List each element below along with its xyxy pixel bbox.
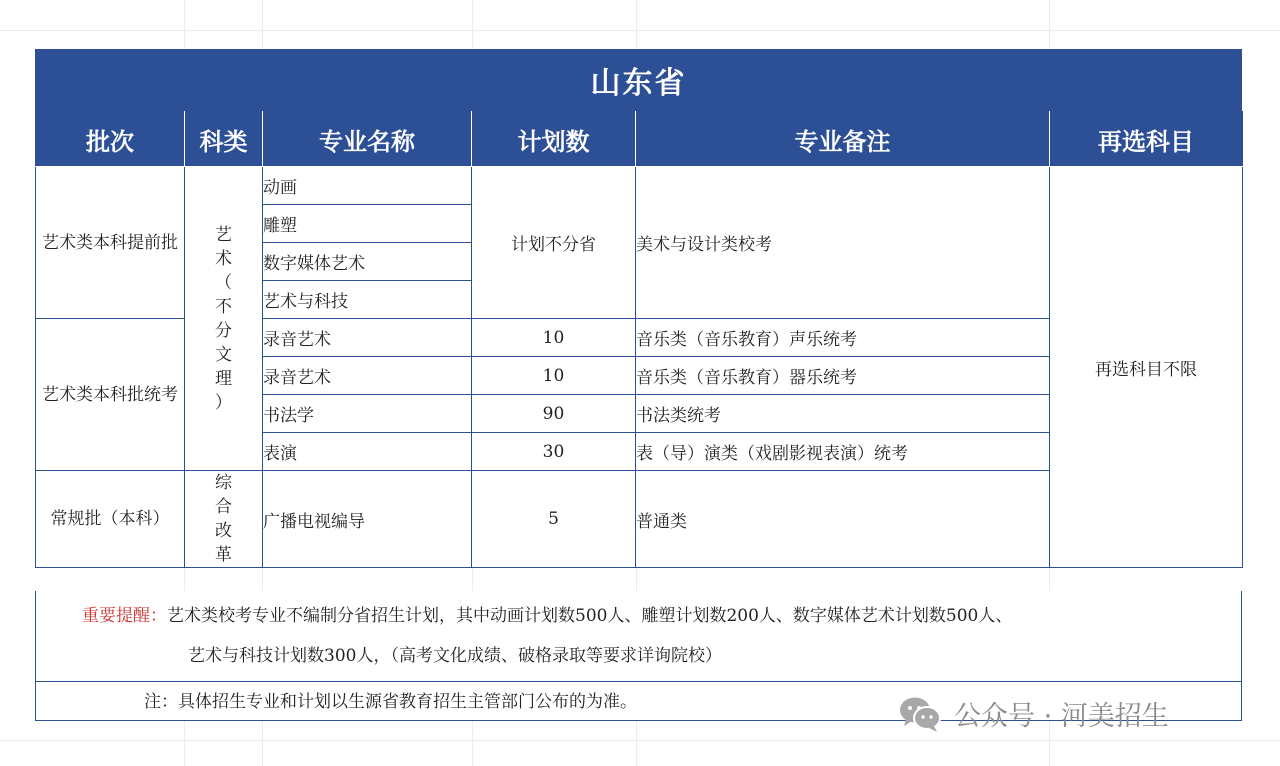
major-cell: 录音艺术 (263, 319, 472, 357)
header-remark: 专业备注 (636, 112, 1050, 167)
wechat-icon (898, 695, 942, 733)
batch-cell: 艺术类本科批统考 (36, 319, 185, 471)
plan-cell: 10 (472, 357, 636, 395)
major-cell: 动画 (263, 167, 472, 205)
watermark-text: 公众号 · 河美招生 (954, 701, 1169, 732)
important-label: 重要提醒： (82, 606, 167, 626)
notes-divider (36, 681, 1241, 682)
plan-cell: 90 (472, 395, 636, 433)
major-cell: 数字媒体艺术 (263, 243, 472, 281)
major-cell: 书法学 (263, 395, 472, 433)
remark-cell: 音乐类（音乐教育）器乐统考 (636, 357, 1050, 395)
note-text: 具体招生专业和计划以生源省教育招生主管部门公布的为准。 (178, 692, 637, 712)
remark-cell: 表（导）演类（戏剧影视表演）统考 (636, 433, 1050, 471)
plan-cell: 30 (472, 433, 636, 471)
important-text-line2: 艺术与科技计划数300人，（高考文化成绩、破格录取等要求详询院校） (188, 646, 722, 666)
category-cell-art: 艺 术 （ 不 分 文 理 ） (185, 167, 263, 471)
plan-cell: 5 (472, 471, 636, 568)
note-label: 注： (144, 692, 178, 712)
remark-cell: 音乐类（音乐教育）声乐统考 (636, 319, 1050, 357)
major-cell: 表演 (263, 433, 472, 471)
major-cell: 录音艺术 (263, 357, 472, 395)
header-row (36, 112, 1243, 167)
header-plan: 计划数 (472, 112, 636, 167)
header-category: 科类 (185, 112, 263, 167)
category-cell-comprehensive: 综 合 改 革 (185, 471, 263, 568)
watermark (898, 694, 1169, 733)
batch-cell: 艺术类本科提前批 (36, 167, 185, 319)
important-notice (82, 601, 1012, 626)
header-major: 专业名称 (263, 112, 472, 167)
footnote (144, 687, 637, 712)
plan-table (35, 111, 1243, 568)
table-row (36, 167, 1243, 205)
important-text-line1: 艺术类校考专业不编制分省招生计划，其中动画计划数500人、雕塑计划数200人、数字媒体艺术计划数500人、 (167, 606, 1013, 626)
plan-cell: 10 (472, 319, 636, 357)
major-cell: 艺术与科技 (263, 281, 472, 319)
major-cell: 雕塑 (263, 205, 472, 243)
header-reselect: 再选科目 (1050, 112, 1243, 167)
batch-cell: 常规批（本科） (36, 471, 185, 568)
reselect-cell: 再选科目不限 (1050, 167, 1243, 568)
major-cell: 广播电视编导 (263, 471, 472, 568)
province-title: 山东省 (35, 49, 1242, 111)
remark-cell: 普通类 (636, 471, 1050, 568)
remark-cell: 书法类统考 (636, 395, 1050, 433)
header-batch: 批次 (36, 112, 185, 167)
plan-cell: 计划不分省 (472, 167, 636, 319)
remark-cell: 美术与设计类校考 (636, 167, 1050, 319)
